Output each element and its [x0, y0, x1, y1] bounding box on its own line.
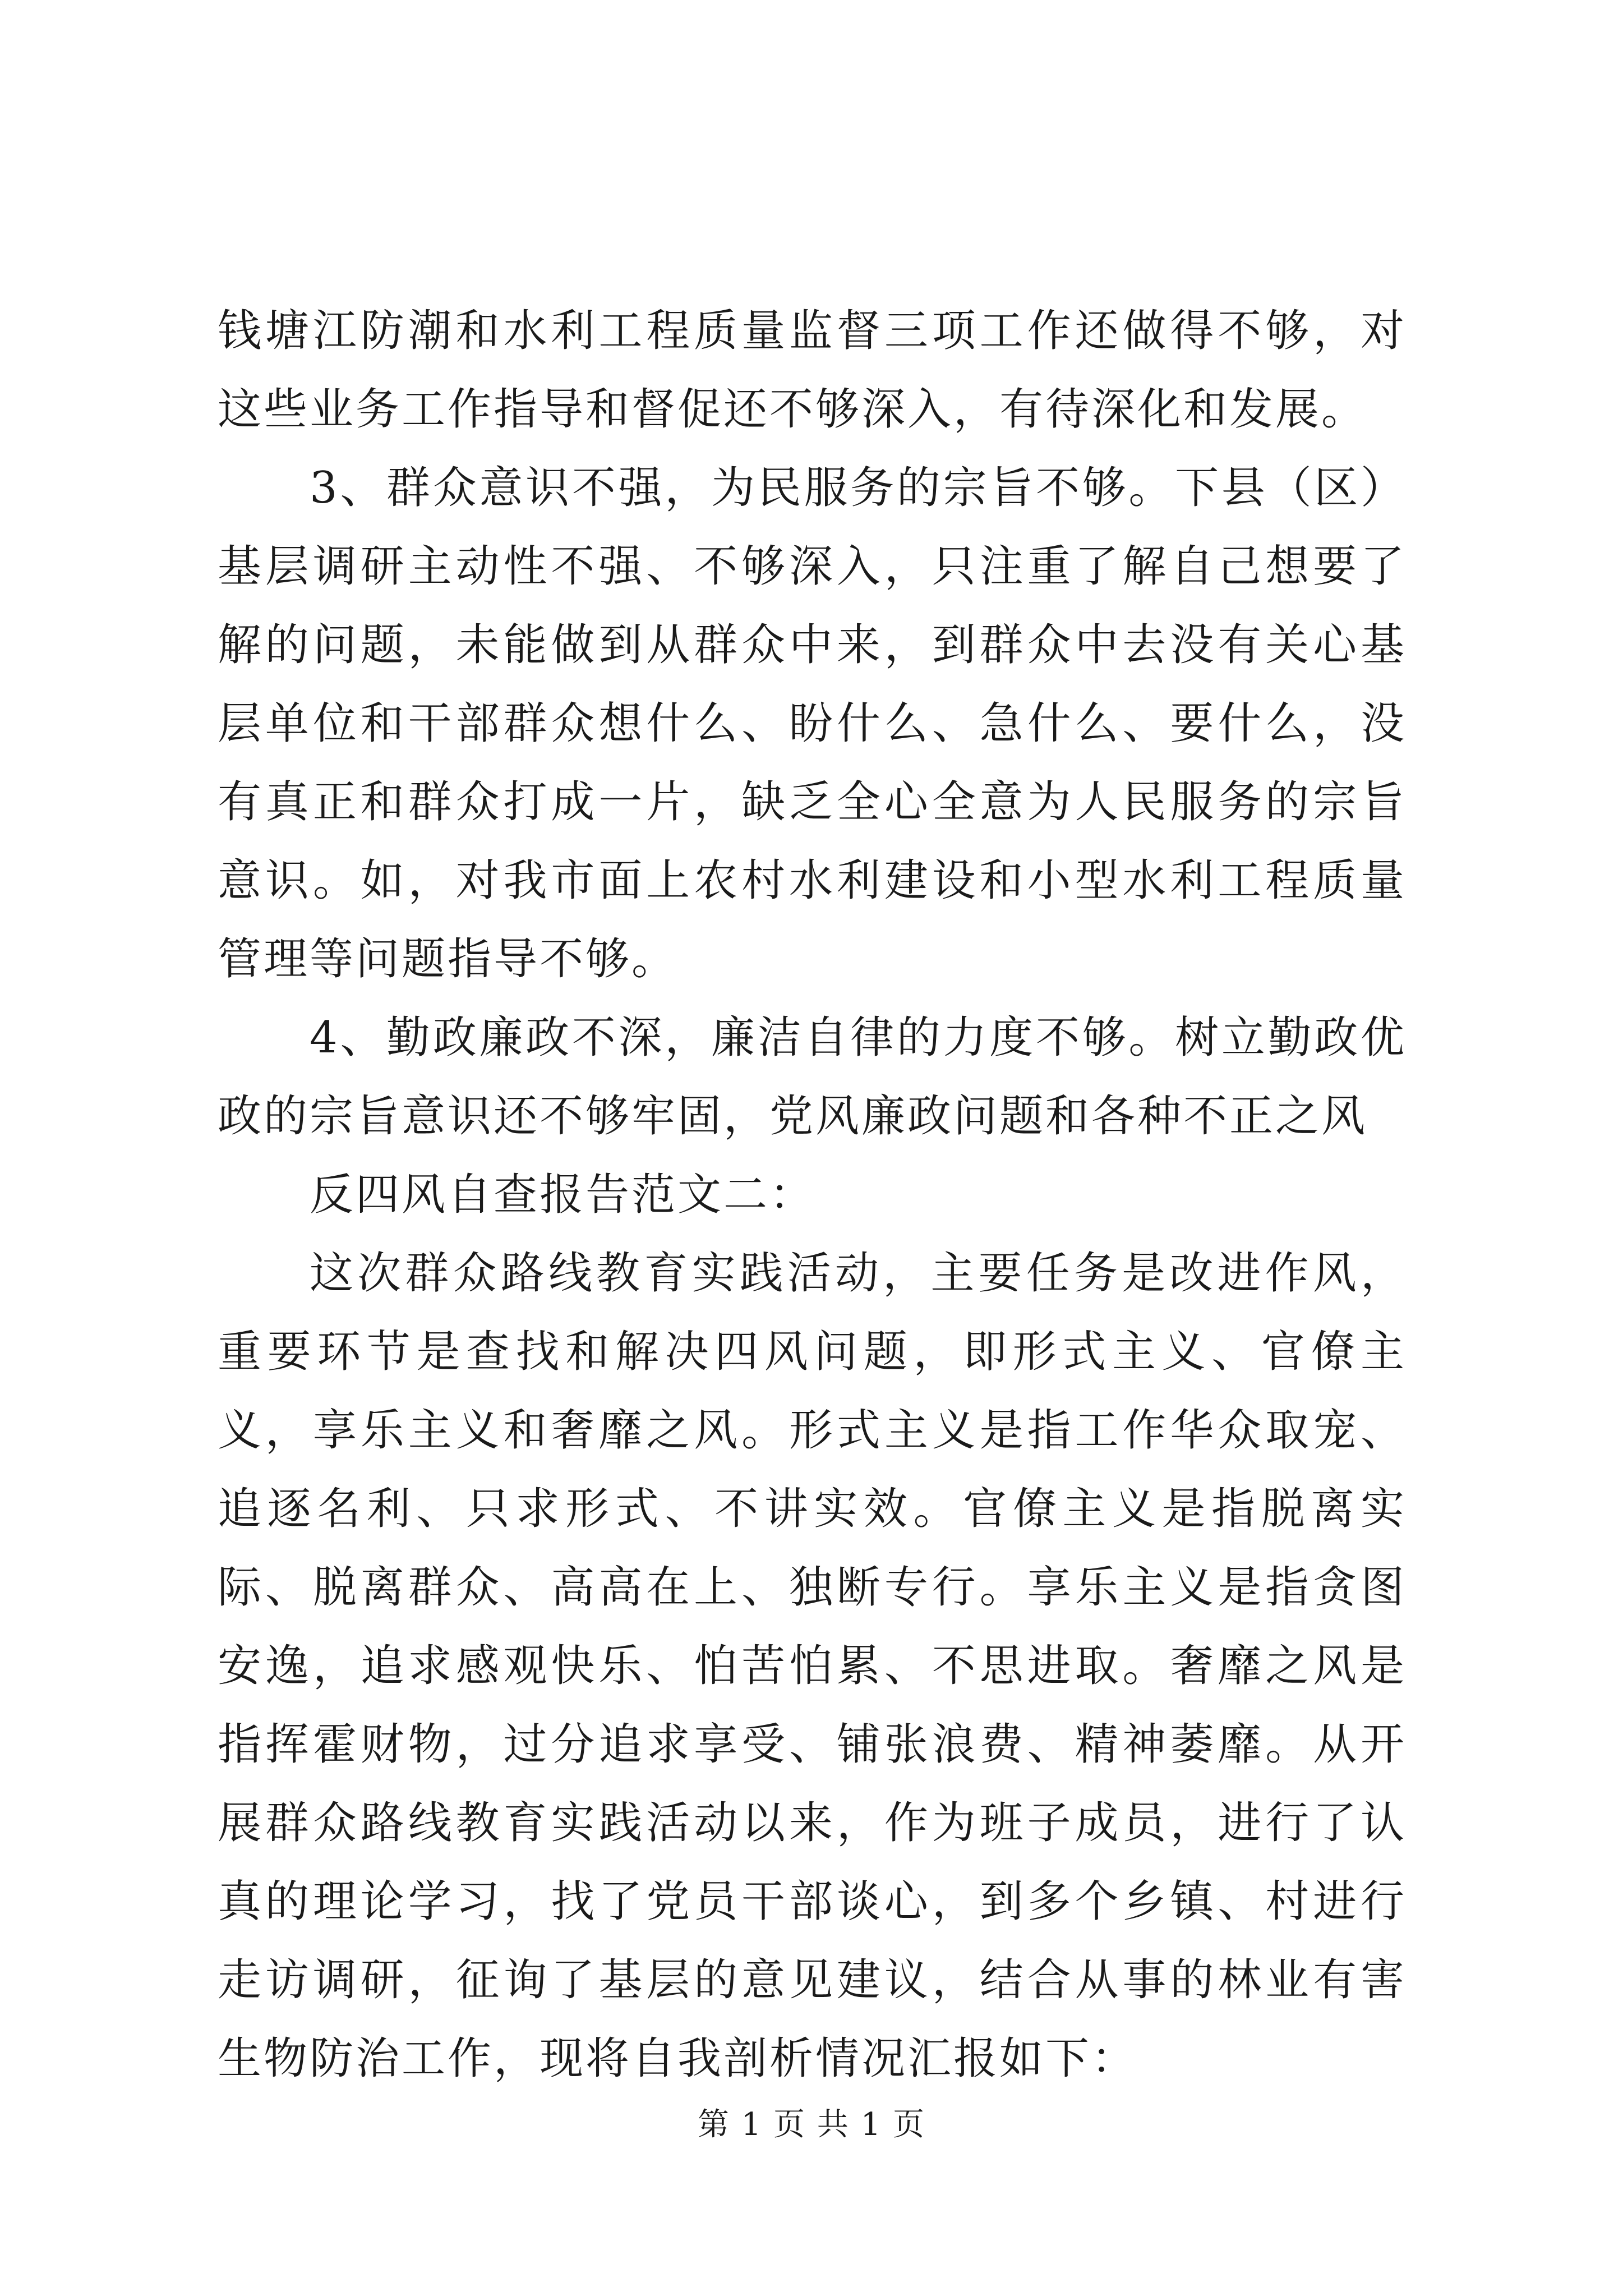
- paragraph-item-3: 3、群众意识不强，为民服务的宗旨不够。下县（区）基层调研主动性不强、不够深入，只注重了解自己想要了解的问题，未能做到从群众中来，到群众中去没有关心基层单位和干部群众想什么、盼什么、急什么、要什么，没有真正和群众打成一片，缺乏全心全意为人民服务的宗旨意识。如，对我市面上农村水利建设和小型水利工程质量管理等问题指导不够。: [218, 463, 1407, 984]
- paragraph-body: 这次群众路线教育实践活动，主要任务是改进作风，重要环节是查找和解决四风问题，即形式主义、官僚主义，享乐主义和奢靡之风。形式主义是指工作华众取宠、追逐名利、只求形式、不讲实效。官僚主义是指脱离实际、脱离群众、高高在上、独断专行。享乐主义是指贪图安逸，追求感观快乐、怕苦怕累、不思进取。奢靡之风是指挥霍财物，过分追求享受、铺张浪费、精神萎靡。从开展群众路线教育实践活动以来，作为班子成员，进行了认真的理论学习，找了党员干部谈心，到多个乡镇、村进行走访调研，征询了基层的意见建议，结合从事的林业有害生物防治工作，现将自我剖析情况汇报如下：: [218, 1248, 1407, 2084]
- document-body: [218, 292, 1407, 2098]
- paragraph-continuation: 钱塘江防潮和水利工程质量监督三项工作还做得不够，对这些业务工作指导和督促还不够深入，有待深化和发展。: [218, 306, 1407, 435]
- section-heading: 反四风自查报告范文二：: [310, 1170, 816, 1220]
- paragraph-item-4: 4、勤政廉政不深，廉洁自律的力度不够。树立勤政优政的宗旨意识还不够牢固，党风廉政问题和各种不正之风: [218, 1013, 1407, 1142]
- page-number-footer: 第 1 页 共 1 页: [697, 2106, 926, 2143]
